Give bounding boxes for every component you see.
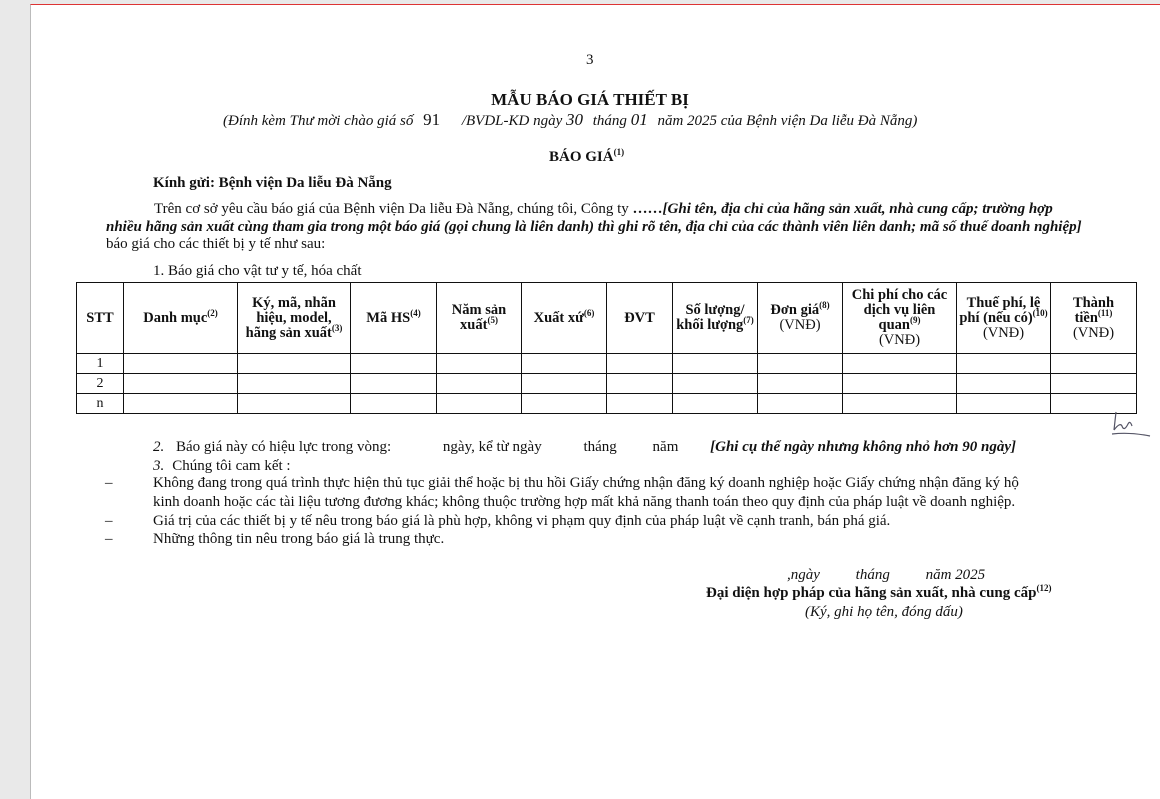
signature-date: ,ngày tháng năm 2025	[787, 567, 986, 583]
table-row	[77, 374, 1137, 394]
col-header-year: Năm sản xuất$^{(5)}$	[437, 283, 522, 354]
bullet-item: Những thông tin nêu trong báo giá là trung thực.	[153, 531, 445, 547]
col-header-quantity: Số lượng/ khối lượng$^{(7)}$	[673, 283, 758, 354]
page-number: 3	[586, 52, 594, 68]
bullet-item: Không đang trong quá trình thực hiện thủ tục giải thể hoặc bị thu hồi Giấy chứng nhận đăng ký doanh nghiệp hoặc Giấy chứng nhận đăng ký hộ	[153, 475, 1019, 491]
bullet-dash: –	[105, 531, 113, 547]
commitment-title: 3. Chúng tôi cam kết :	[153, 458, 291, 474]
recipient: Kính gửi: Bệnh viện Da liễu Đà Nẵng	[153, 175, 392, 191]
signer-note: (Ký, ghi họ tên, đóng dấu)	[805, 604, 963, 620]
col-header-model: Ký, mã, nhãn hiệu, model, hãng sản xuất$^{(3)}$	[238, 283, 351, 354]
col-header-unit: ĐVT	[607, 283, 673, 354]
validity-line: 2. Báo giá này có hiệu lực trong vòng: ngày, kể từ ngày tháng năm [Ghi cụ thể ngày nhưng không nhỏ hơn 90 ngày]	[153, 439, 1016, 455]
table-header-row	[77, 283, 1137, 354]
quote-heading: BÁO GIÁ$^{(1)}$	[549, 147, 625, 165]
section-1-title: 1. Báo giá cho vật tư y tế, hóa chất	[153, 263, 362, 279]
row-number: 2	[77, 374, 124, 394]
page-title: MẪU BÁO GIÁ THIẾT BỊ	[491, 90, 689, 109]
letter-month: 01	[630, 110, 648, 129]
table-row	[77, 354, 1137, 374]
letter-day: 30	[566, 110, 584, 129]
handwritten-initials	[1110, 408, 1152, 443]
col-header-tax: Thuế phí, lệ phí (nếu có)$^{(10)}$ (VNĐ)	[957, 283, 1051, 354]
col-header-category: Danh mục$^{(2)}$	[124, 283, 238, 354]
col-header-total: Thành tiền$^{(11)}$ (VNĐ)	[1051, 283, 1137, 354]
bullet-item: Giá trị của các thiết bị y tế nêu trong báo giá là phù hợp, không vi phạm quy định của pháp luật về cạnh tranh, bán phá giá.	[153, 513, 891, 529]
table-row	[77, 394, 1137, 414]
bullet-dash: –	[105, 513, 113, 529]
subtitle: (Đính kèm Thư mời chào giá số 91 /BVDL-KD ngày 30 tháng 01 năm 2025 của Bệnh viện Da liễu Đà Nẵng)	[223, 110, 918, 129]
col-header-hs-code: Mã HS$^{(4)}$	[351, 283, 437, 354]
col-header-stt: STT	[77, 283, 124, 354]
col-header-service-cost: Chi phí cho các dịch vụ liên quan$^{(9)}$ (VNĐ)	[843, 283, 957, 354]
letter-number: 91	[423, 110, 441, 129]
col-header-origin: Xuất xứ$^{(6)}$	[522, 283, 607, 354]
row-number: n	[77, 394, 124, 414]
col-header-unit-price: Đơn giá$^{(8)}$ (VNĐ)	[758, 283, 843, 354]
bullet-item-continued: kinh doanh hoặc các tài liệu tương đương khác; không thuộc trường hợp mất khả năng thanh toán theo quy định của pháp luật về doanh nghiệp.	[153, 494, 1016, 510]
bullet-dash: –	[105, 475, 113, 491]
row-number: 1	[77, 354, 124, 374]
intro-paragraph: Trên cơ sở yêu cầu báo giá của Bệnh viện Da liễu Đà Nẵng, chúng tôi, Công ty ……[Ghi tên, địa chỉ của hãng sản xuất, nhà cung cấp; trường hợp nhiều hãng sản xuất cùng tham gia trong một báo giá (gọi chung là liên danh) thì ghi rõ tên, địa chỉ của các thành viên liên danh; mã số thuế doanh nghiệp] báo giá cho các thiết bị y tế như sau:	[106, 201, 1082, 252]
quote-table	[76, 282, 1137, 414]
signer-title: Đại diện hợp pháp của hãng sản xuất, nhà cung cấp$^{(12)}$	[706, 583, 1052, 601]
